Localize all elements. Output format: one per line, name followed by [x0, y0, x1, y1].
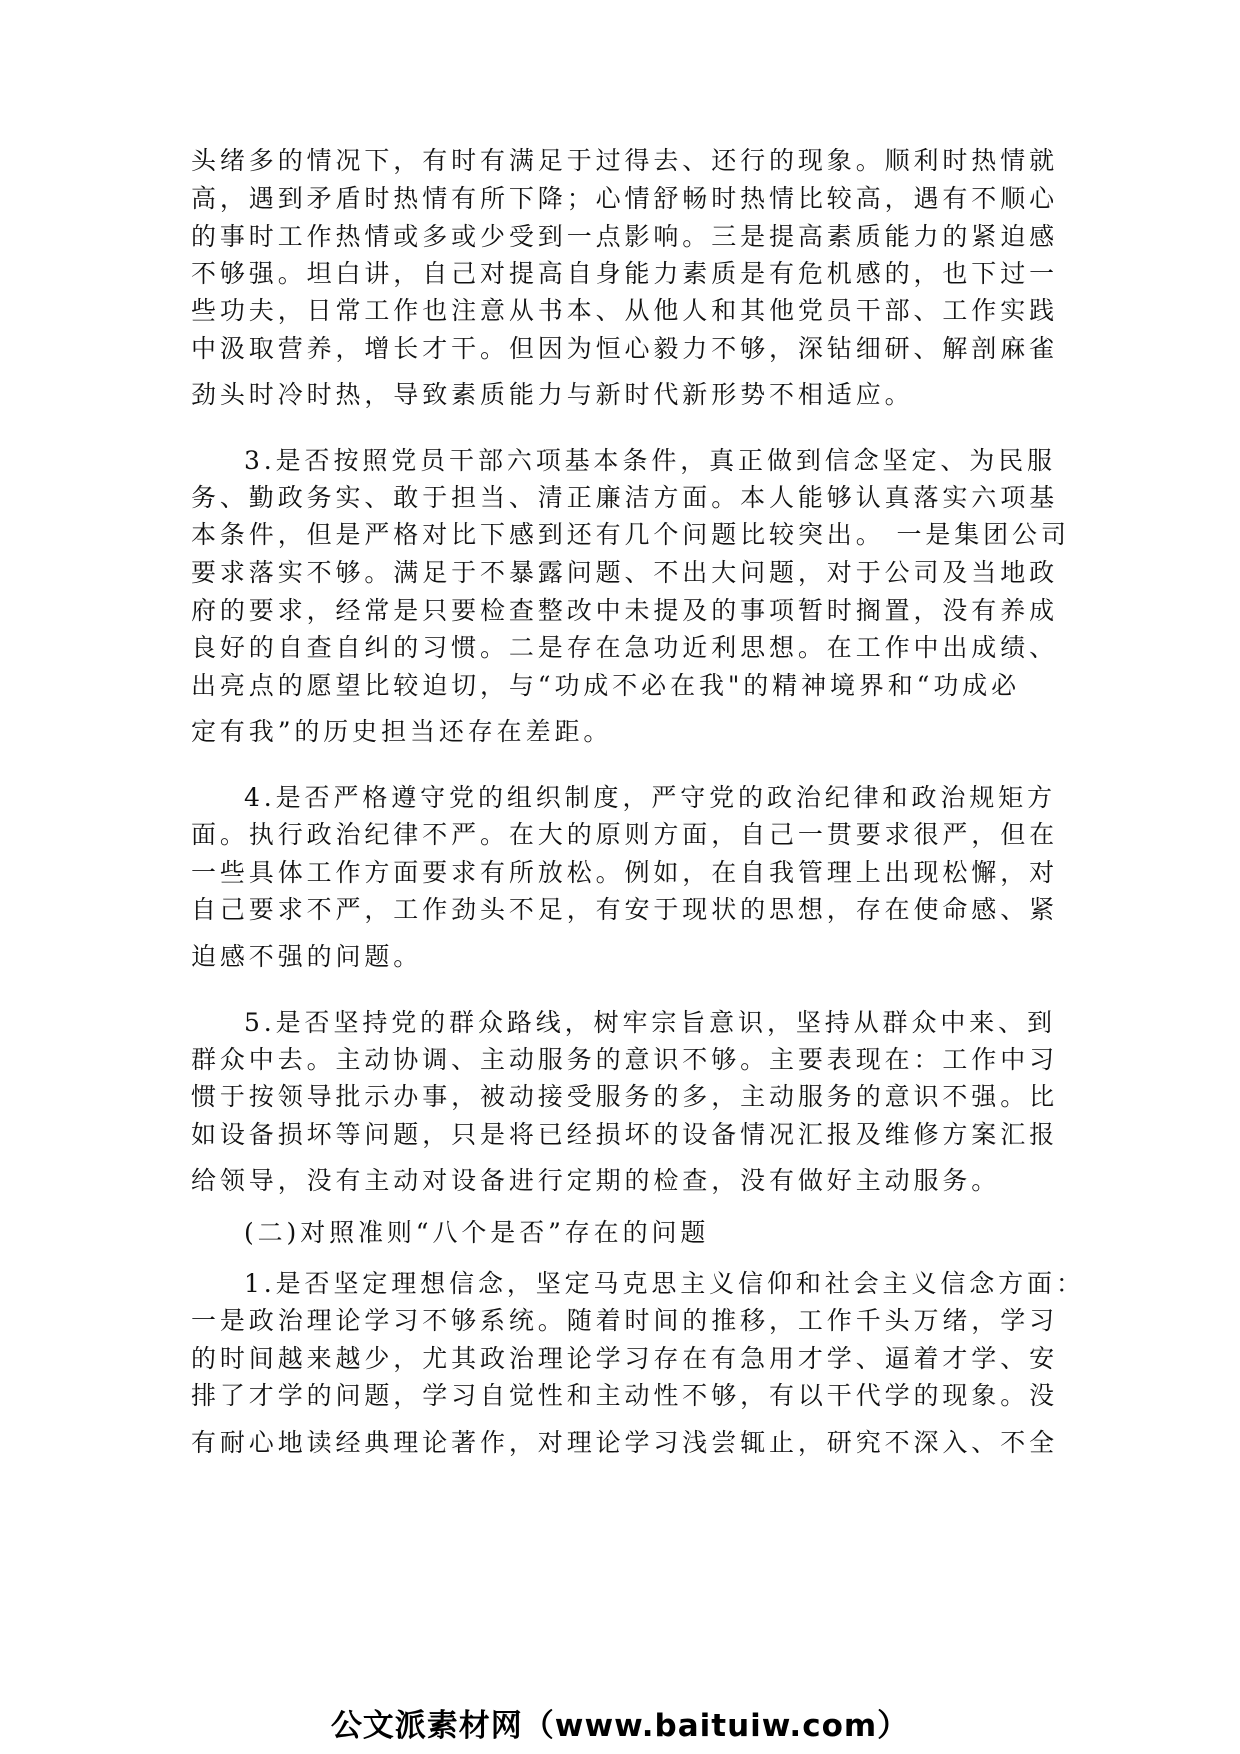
text-line: 府的要求，经常是只要检查整改中未提及的事项暂时搁置，没有养成 [191, 596, 1059, 625]
text-line: 如设备损坏等问题，只是将已经损坏的设备情况汇报及维修方案汇报 [191, 1120, 1059, 1149]
text-line: 群众中去。主动协调、主动服务的意识不够。主要表现在：工作中习 [191, 1045, 1059, 1074]
text-line: 良好的自查自纠的习惯。二是存在急功近利思想。在工作中出成绩、 [191, 633, 1059, 662]
text-line: 的事时工作热情或多或少受到一点影响。三是提高素质能力的紧迫感 [191, 222, 1059, 251]
text-line: 5.是否坚持党的群众路线，树牢宗旨意识，坚持从群众中来、到 [244, 1008, 1056, 1037]
text-line: 要求落实不够。满足于不暴露问题、不出大问题，对于公司及当地政 [191, 558, 1059, 587]
text-line: 自己要求不严，工作劲头不足，有安于现状的思想，存在使命感、紧 [191, 895, 1059, 924]
text-line: 面。执行政治纪律不严。在大的原则方面，自己一贯要求很严，但在 [191, 820, 1059, 849]
text-line: 3.是否按照党员干部六项基本条件，真正做到信念坚定、为民服 [244, 446, 1056, 475]
text-line: 1.是否坚定理想信念，坚定马克思主义信仰和社会主义信念方面： [244, 1269, 1085, 1298]
text-line: 本条件，但是严格对比下感到还有几个问题比较突出。 一是集团公司 [191, 520, 1070, 549]
text-line: 务、勤政务实、敢于担当、清正廉洁方面。本人能够认真落实六项基 [191, 483, 1059, 512]
text-line: 劲头时冷时热，导致素质能力与新时代新形势不相适应。 [191, 380, 914, 409]
text-line: 迫感不强的问题。 [191, 942, 423, 971]
text-line: 中汲取营养，增长才干。但因为恒心毅力不够，深钻细研、解剖麻雀 [191, 334, 1059, 363]
section-heading: (二)对照准则“八个是否”存在的问题 [244, 1218, 710, 1247]
text-line: 有耐心地读经典理论著作，对理论学习浅尝辄止，研究不深入、不全 [191, 1428, 1059, 1457]
text-line: 不够强。坦白讲，自己对提高自身能力素质是有危机感的，也下过一 [191, 259, 1059, 288]
footer-watermark: 公文派素材网（www.baituiw.com） [330, 1708, 910, 1744]
text-line: 4.是否严格遵守党的组织制度，严守党的政治纪律和政治规矩方 [244, 783, 1056, 812]
text-line: 高，遇到矛盾时热情有所下降；心情舒畅时热情比较高，遇有不顺心 [191, 184, 1059, 213]
text-line: 些功夫，日常工作也注意从书本、从他人和其他党员干部、工作实践 [191, 296, 1059, 325]
text-line: 的时间越来越少，尤其政治理论学习存在有急用才学、逼着才学、安 [191, 1344, 1059, 1373]
text-line: 头绪多的情况下，有时有满足于过得去、还行的现象。顺利时热情就 [191, 146, 1059, 175]
text-line: 出亮点的愿望比较迫切，与“功成不必在我"的精神境界和“功成必 [191, 671, 1021, 700]
text-line: 排了才学的问题，学习自觉性和主动性不够，有以干代学的现象。没 [191, 1381, 1059, 1410]
text-line: 一是政治理论学习不够系统。随着时间的推移，工作千头万绪，学习 [191, 1306, 1059, 1335]
text-line: 定有我”的历史担当还存在差距。 [191, 717, 613, 746]
text-line: 惯于按领导批示办事，被动接受服务的多，主动服务的意识不强。比 [191, 1082, 1059, 1111]
text-line: 给领导，没有主动对设备进行定期的检查，没有做好主动服务。 [191, 1166, 1001, 1195]
text-line: 一些具体工作方面要求有所放松。例如，在自我管理上出现松懈，对 [191, 858, 1059, 887]
